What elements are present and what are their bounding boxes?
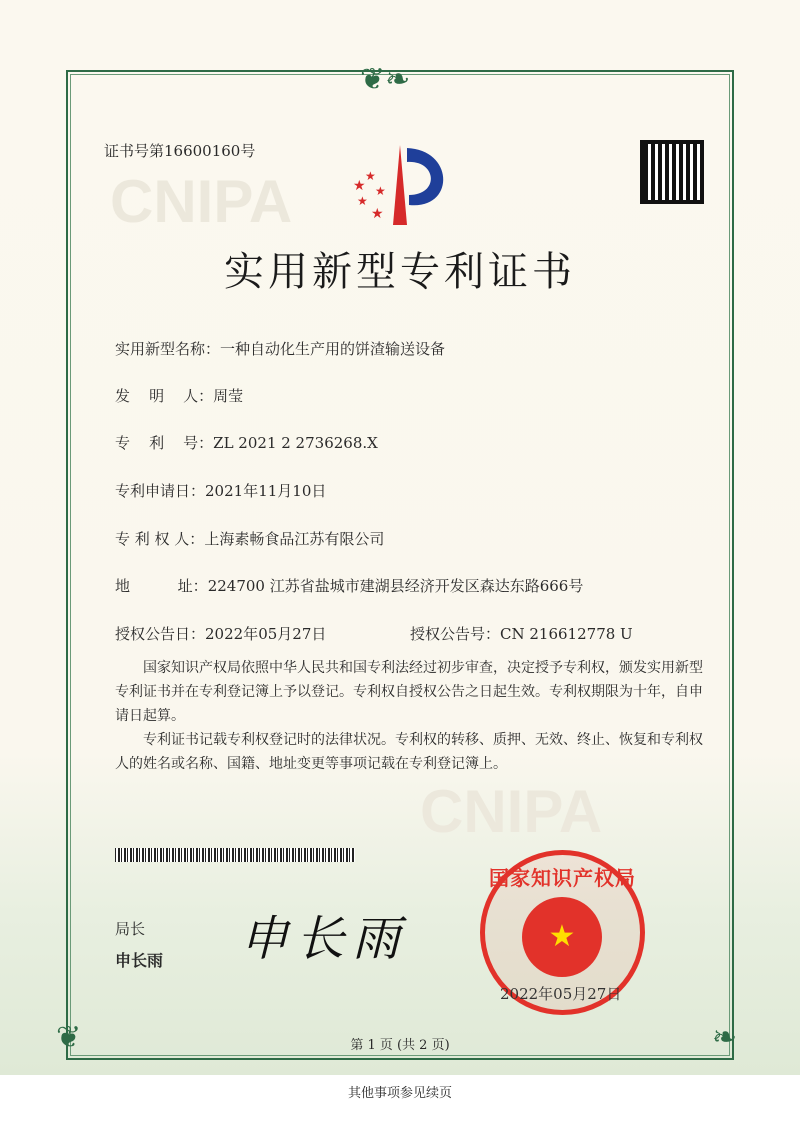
director-name: 申长雨 bbox=[115, 951, 164, 970]
field-value: CN 216612778 U bbox=[500, 625, 633, 643]
field-grant-number bbox=[410, 623, 633, 644]
watermark: CNIPA bbox=[420, 778, 603, 845]
svg-text:★: ★ bbox=[371, 206, 384, 222]
page-title: 实用新型专利证书 bbox=[224, 249, 576, 295]
footer-note: 其他事项参见续页 bbox=[347, 1086, 452, 1101]
field-grant-date bbox=[115, 623, 326, 644]
director-title: 局长 bbox=[115, 920, 146, 938]
field-patentee bbox=[115, 528, 384, 549]
corner-ornament-icon: ❦ bbox=[56, 1020, 82, 1055]
page-info: 第 1 页 (共 2 页) bbox=[350, 1038, 450, 1053]
svg-text:★: ★ bbox=[353, 178, 366, 194]
field-value: ZL 2021 2 2736268.X bbox=[213, 434, 378, 452]
field-patent-number bbox=[115, 432, 378, 453]
field-label: 专利申请日： bbox=[115, 482, 206, 500]
seal-date: 2022年05月27日 bbox=[500, 985, 622, 1003]
field-value: 224700 江苏省盐城市建湖县经济开发区森达东路666号 bbox=[207, 577, 584, 595]
svg-text:★: ★ bbox=[357, 194, 368, 208]
certificate-number: 证书号第16600160号 bbox=[104, 142, 256, 160]
statement-paragraph: 专利证书记载专利权登记时的法律状况。专利权的转移、质押、无效、终止、恢复和专利权人的姓名或名称、国籍、地址变更等事项记载在专利登记簿上。 bbox=[115, 732, 703, 772]
watermark: CNIPA bbox=[110, 168, 293, 235]
field-label: 专 利 号： bbox=[115, 434, 214, 452]
field-application-date bbox=[115, 480, 326, 501]
field-label: 实用新型名称： bbox=[115, 340, 221, 358]
top-ornament-icon: ❦❧ bbox=[360, 62, 411, 97]
field-label: 发 明 人： bbox=[115, 387, 214, 405]
cnipa-logo-icon bbox=[345, 140, 455, 230]
signature: 申长雨 bbox=[240, 911, 409, 967]
corner-ornament-icon: ❧ bbox=[712, 1020, 738, 1055]
field-utility-model-name bbox=[115, 338, 445, 359]
field-value: 周莹 bbox=[213, 387, 244, 405]
field-label: 授权公告号： bbox=[410, 625, 501, 643]
barcode bbox=[115, 848, 355, 862]
seal-text: 国家知识产权局 bbox=[489, 866, 636, 890]
qr-code[interactable] bbox=[640, 140, 704, 204]
field-label: 专 利 权 人： bbox=[115, 530, 205, 548]
field-value: 2021年11月10日 bbox=[205, 482, 327, 500]
field-value: 2022年05月27日 bbox=[205, 625, 327, 643]
statement-paragraph: 国家知识产权局依照中华人民共和国专利法经过初步审查，决定授予专利权，颁发实用新型专利证书并在专利登记簿上予以登记。专利权自授权公告之日起生效。专利权期限为十年，自申请日起算。 bbox=[115, 660, 703, 724]
national-emblem-icon: ★ bbox=[522, 897, 602, 977]
svg-text:★: ★ bbox=[375, 184, 386, 198]
field-label: 授权公告日： bbox=[115, 625, 206, 643]
field-label: 地 址： bbox=[115, 577, 208, 595]
field-value: 上海素畅食品江苏有限公司 bbox=[204, 530, 385, 548]
field-address bbox=[115, 575, 583, 596]
field-value: 一种自动化生产用的饼渣输送设备 bbox=[220, 340, 446, 358]
svg-text:★: ★ bbox=[365, 169, 376, 183]
field-inventor bbox=[115, 385, 243, 406]
